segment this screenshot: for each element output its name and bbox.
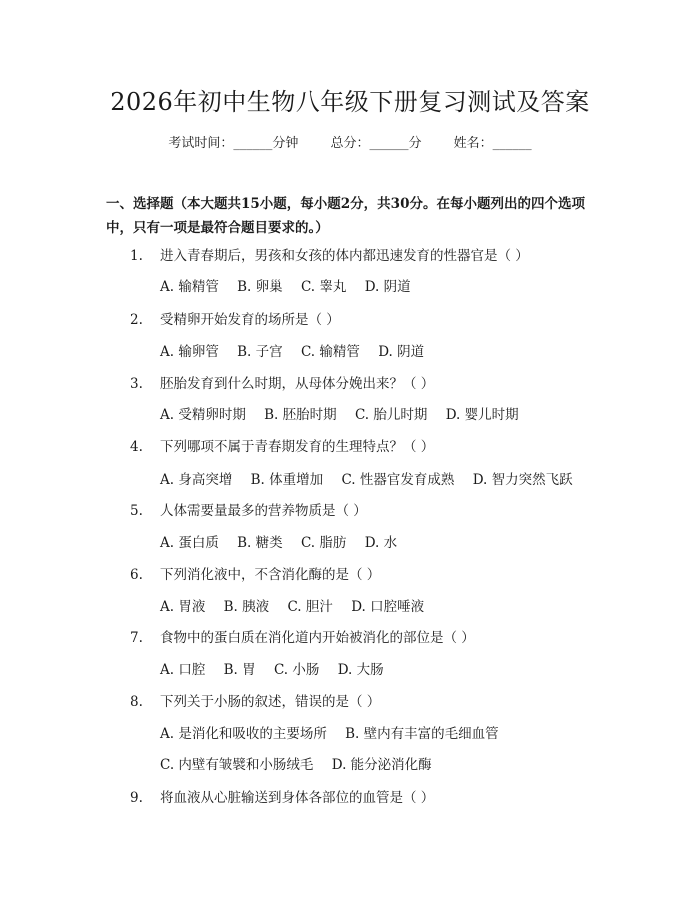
question-text: 进入青春期后，男孩和女孩的体内都迅速发育的性器官是（ ） <box>160 248 529 264</box>
option: A. 受精卵时期 <box>160 407 246 423</box>
question <box>130 690 380 710</box>
question-number: 5. <box>130 503 143 519</box>
question-number: 9. <box>130 790 143 806</box>
option: C. 小肠 <box>273 662 320 678</box>
question <box>130 563 380 583</box>
option: B. 胚胎时期 <box>264 407 337 423</box>
option: B. 糖类 <box>237 535 283 551</box>
option: B. 胰液 <box>223 599 270 615</box>
option: B. 壁内有丰富的毛细血管 <box>345 726 499 742</box>
option: D. 能分泌消化酶 <box>331 757 432 773</box>
question-text: 下列消化液中，不含消化酶的是（ ） <box>160 567 381 583</box>
question-number: 8. <box>130 694 143 710</box>
option: D. 婴儿时期 <box>445 407 519 423</box>
section-heading: 一、选择题（本大题共15小题，每小题2分，共30分。在每小题列出的四个选项中，只有一项是最符合题目要求的。） <box>106 196 585 236</box>
question-number: 1. <box>130 248 143 264</box>
question-text: 食物中的蛋白质在消化道内开始被消化的部位是（ ） <box>160 630 475 646</box>
question-number: 4. <box>130 439 143 455</box>
student-name-field: 姓名：______ <box>453 136 532 151</box>
page-title: 2026年初中生物八年级下册复习测试及答案 <box>110 88 590 116</box>
option: C. 脂肪 <box>300 535 347 551</box>
question-number: 2. <box>130 312 143 328</box>
option: D. 智力突然飞跃 <box>472 472 573 488</box>
option: A. 口腔 <box>160 662 206 678</box>
question-text: 人体需要量最多的营养物质是（ ） <box>160 503 367 519</box>
question-options <box>160 531 397 551</box>
option: C. 性器官发育成熟 <box>341 472 455 488</box>
option: D. 口腔唾液 <box>351 599 425 615</box>
option: A. 输精管 <box>160 279 219 295</box>
question <box>130 244 529 264</box>
exam-time-field: 考试时间：______分钟 <box>168 136 299 151</box>
option: A. 蛋白质 <box>160 535 219 551</box>
option: B. 子宫 <box>237 344 283 360</box>
question-number: 3. <box>130 376 143 392</box>
option: B. 胃 <box>223 662 256 678</box>
question-options <box>160 722 499 742</box>
question <box>130 626 475 646</box>
option: D. 阴道 <box>378 344 425 360</box>
question-options <box>160 403 519 423</box>
option: C. 胆汁 <box>287 599 333 615</box>
question-options <box>160 753 432 773</box>
total-score-field: 总分：______分 <box>330 136 422 151</box>
option: C. 胎儿时期 <box>354 407 428 423</box>
question-options <box>160 468 573 488</box>
option: A. 是消化和吸收的主要场所 <box>160 726 327 742</box>
option: C. 内壁有皱襞和小肠绒毛 <box>160 757 314 773</box>
question <box>130 372 434 392</box>
option: D. 水 <box>364 535 398 551</box>
option: A. 输卵管 <box>160 344 219 360</box>
question-text: 下列关于小肠的叙述，错误的是（ ） <box>160 694 381 710</box>
question <box>130 786 434 806</box>
question-options <box>160 658 384 678</box>
option: D. 阴道 <box>364 279 411 295</box>
option: B. 体重增加 <box>250 472 324 488</box>
question-number: 6. <box>130 567 143 583</box>
question-text: 受精卵开始发育的场所是（ ） <box>160 312 340 328</box>
question-text: 胚胎发育到什么时期，从母体分娩出来？（ ） <box>160 376 435 392</box>
question-options <box>160 595 424 615</box>
question-text: 将血液从心脏输送到身体各部位的血管是（ ） <box>160 790 435 806</box>
option: A. 胃液 <box>160 599 206 615</box>
option: B. 卵巢 <box>237 279 283 295</box>
option: D. 大肠 <box>337 662 384 678</box>
option: A. 身高突增 <box>160 472 233 488</box>
question-text: 下列哪项不属于青春期发育的生理特点？（ ） <box>160 439 435 455</box>
option: C. 输精管 <box>300 344 360 360</box>
option: C. 睾丸 <box>300 279 347 295</box>
question <box>130 435 434 455</box>
question <box>130 308 340 328</box>
question <box>130 499 367 519</box>
question-options <box>160 275 411 295</box>
question-options <box>160 340 424 360</box>
question-number: 7. <box>130 630 143 646</box>
exam-meta <box>0 132 700 151</box>
